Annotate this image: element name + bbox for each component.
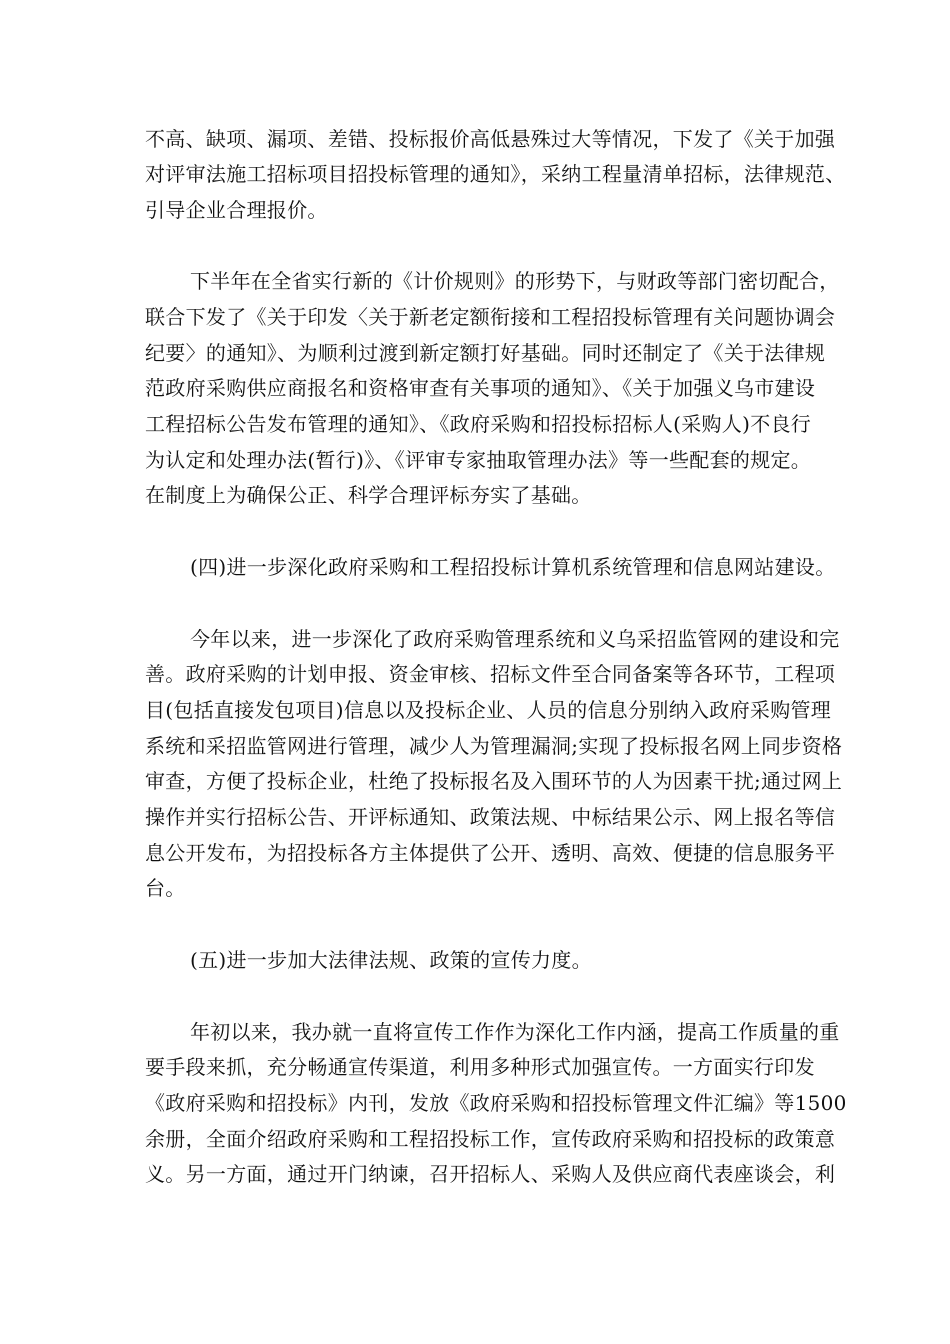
- text-line: 引导企业合理报价。: [145, 198, 328, 222]
- text-line: 余册，全面介绍政府采购和工程招投标工作，宣传政府采购和招投标的政策意: [145, 1127, 836, 1151]
- text-line: 今年以来，进一步深化了政府采购管理系统和义乌采招监管网的建设和完: [190, 627, 840, 651]
- text-line: 范政府采购供应商报名和资格审查有关事项的通知》、《关于加强义乌市建设: [145, 376, 816, 400]
- text-line: 纪要〉的通知》、为顺利过渡到新定额打好基础。同时还制定了《关于法律规: [145, 341, 826, 365]
- text-line: 义。另一方面，通过开门纳谏，召开招标人、采购人及供应商代表座谈会，利: [145, 1162, 836, 1186]
- text-line: 系统和采招监管网进行管理，减少人为管理漏洞;实现了投标报名网上同步资格: [145, 734, 843, 758]
- text-line: 在制度上为确保公正、科学合理评标夯实了基础。: [145, 483, 592, 507]
- section-heading: (四)进一步深化政府采购和工程招投标计算机系统管理和信息网站建设。: [190, 555, 836, 579]
- text-line: 台。: [145, 876, 186, 900]
- text-line: 《政府采购和招投标》内刊，发放《政府采购和招投标管理文件汇编》等1500: [145, 1091, 847, 1115]
- section-heading: (五)进一步加大法律法规、政策的宣传力度。: [190, 948, 592, 972]
- text-line: 联合下发了《关于印发〈关于新老定额衔接和工程招投标管理有关问题协调会: [145, 305, 836, 329]
- text-line: 年初以来，我办就一直将宣传工作作为深化工作内涵，提高工作质量的重: [190, 1020, 840, 1044]
- text-line: 操作并实行招标公告、开评标通知、政策法规、中标结果公示、网上报名等信: [145, 805, 836, 829]
- text-line: 下半年在全省实行新的《计价规则》的形势下，与财政等部门密切配合，: [190, 269, 840, 293]
- text-line: 要手段来抓，充分畅通宣传渠道，利用多种形式加强宣传。一方面实行印发: [145, 1055, 815, 1079]
- text-line: 审查，方便了投标企业，杜绝了投标报名及入围环节的人为因素干扰;通过网上: [145, 769, 843, 793]
- text-line: 息公开发布，为招投标各方主体提供了公开、透明、高效、便捷的信息服务平: [145, 841, 836, 865]
- text-line: 为认定和处理办法(暂行)》、《评审专家抽取管理办法》等一些配套的规定。: [145, 448, 812, 472]
- text-line: 目(包括直接发包项目)信息以及投标企业、人员的信息分别纳入政府采购管理: [145, 698, 832, 722]
- text-line: 不高、缺项、漏项、差错、投标报价高低悬殊过大等情况，下发了《关于加强: [145, 127, 836, 151]
- text-line: 善。政府采购的计划申报、资金审核、招标文件至合同备案等各环节，工程项: [145, 662, 836, 686]
- text-line: 工程招标公告发布管理的通知》、《政府采购和招投标招标人(采购人)不良行: [145, 412, 812, 436]
- text-line: 对评审法施工招标项目招投标管理的通知》，采纳工程量清单招标，法律规范、: [145, 162, 846, 186]
